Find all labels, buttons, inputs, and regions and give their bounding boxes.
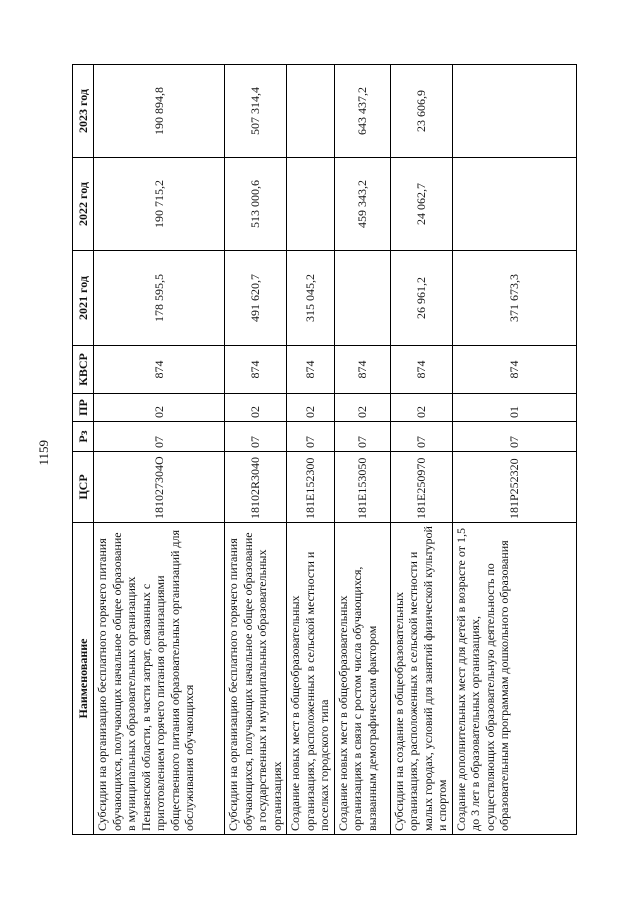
row-pr: 02 [390, 394, 452, 422]
row-pr: 01 [452, 394, 577, 422]
row-csr: 181Р252320 [452, 452, 577, 523]
row-rz: 07 [452, 422, 577, 452]
row-kvsr: 874 [225, 346, 287, 394]
row-2022: 513 000,6 [225, 158, 287, 251]
row-2022: 24 062,7 [390, 158, 452, 251]
row-2022: 190 715,2 [94, 158, 225, 251]
row-name: Субсидии на создание в общеобразовательных организациях, расположенных в сельской местности и малых городах, условий для занятий физической культурой и спортом [390, 523, 452, 835]
row-kvsr: 874 [334, 346, 390, 394]
row-2021 [334, 251, 390, 346]
row-rz: 07 [94, 422, 225, 452]
row-2023 [287, 65, 335, 158]
header-2021: 2021 год [73, 251, 94, 346]
page-number: 1159 [36, 440, 51, 466]
table-row [452, 65, 577, 835]
header-2023: 2023 год [73, 65, 94, 158]
budget-table [72, 64, 577, 835]
table-row [390, 65, 452, 835]
row-kvsr: 874 [94, 346, 225, 394]
row-csr: 181Е250970 [390, 452, 452, 523]
row-csr: 181027304О [94, 452, 225, 523]
row-2022 [287, 158, 335, 251]
header-pr: ПР [73, 394, 94, 422]
row-2021: 178 595,5 [94, 251, 225, 346]
row-2023 [452, 65, 577, 158]
row-2022 [452, 158, 577, 251]
row-csr: 181Е153050 [334, 452, 390, 523]
row-pr: 02 [287, 394, 335, 422]
row-csr: 18102R3040 [225, 452, 287, 523]
header-2022: 2022 год [73, 158, 94, 251]
row-rz: 07 [225, 422, 287, 452]
row-2023: 507 314,4 [225, 65, 287, 158]
row-2021: 26 961,2 [390, 251, 452, 346]
row-name: Создание новых мест в общеобразовательных организациях в связи с ростом числа обучающихся, вызванным демографическим фактором [334, 523, 390, 835]
row-2023: 643 437,2 [334, 65, 390, 158]
row-rz: 07 [390, 422, 452, 452]
row-2023: 190 894,8 [94, 65, 225, 158]
row-kvsr: 874 [390, 346, 452, 394]
row-pr: 02 [225, 394, 287, 422]
row-rz: 07 [287, 422, 335, 452]
table-row [225, 65, 287, 835]
row-2021: 315 045,2 [287, 251, 335, 346]
row-name: Субсидии на организацию бесплатного горячего питания обучающихся, получающих начальное общее образование в государственных и муниципальных образовательных организациях [225, 523, 287, 835]
row-pr: 02 [94, 394, 225, 422]
rotated-table-container [72, 65, 577, 835]
row-name: Субсидии на организацию бесплатного горячего питания обучающихся, получающих начальное общее образование в муниципальных образовательных организациях Пензенской области, в части затрат, связанных с приготовлением горячего питания организациями общественного питания образовательных организаций для обслуживания обучающихся [94, 523, 225, 835]
header-csr: ЦСР [73, 452, 94, 523]
row-name: Создание дополнительных мест для детей в возрасте от 1,5 до 3 лет в образовательных организациях, осуществляющих образовательную деятельность по образовательным программам дошкольного образования [452, 523, 577, 835]
row-2021: 371 673,3 [452, 251, 577, 346]
table-row [334, 65, 390, 835]
table-row [287, 65, 335, 835]
header-kvsr: КВСР [73, 346, 94, 394]
header-rz: Рз [73, 422, 94, 452]
header-row [73, 65, 94, 835]
row-2022: 459 343,2 [334, 158, 390, 251]
header-name: Наименование [73, 523, 94, 835]
row-name: Создание новых мест в общеобразовательных организациях, расположенных в сельской местности и поселках городского типа [287, 523, 335, 835]
row-2023: 23 606,9 [390, 65, 452, 158]
row-kvsr: 874 [452, 346, 577, 394]
table-row [94, 65, 225, 835]
row-csr: 181Е152300 [287, 452, 335, 523]
row-pr: 02 [334, 394, 390, 422]
row-2021: 491 620,7 [225, 251, 287, 346]
row-rz: 07 [334, 422, 390, 452]
row-kvsr: 874 [287, 346, 335, 394]
